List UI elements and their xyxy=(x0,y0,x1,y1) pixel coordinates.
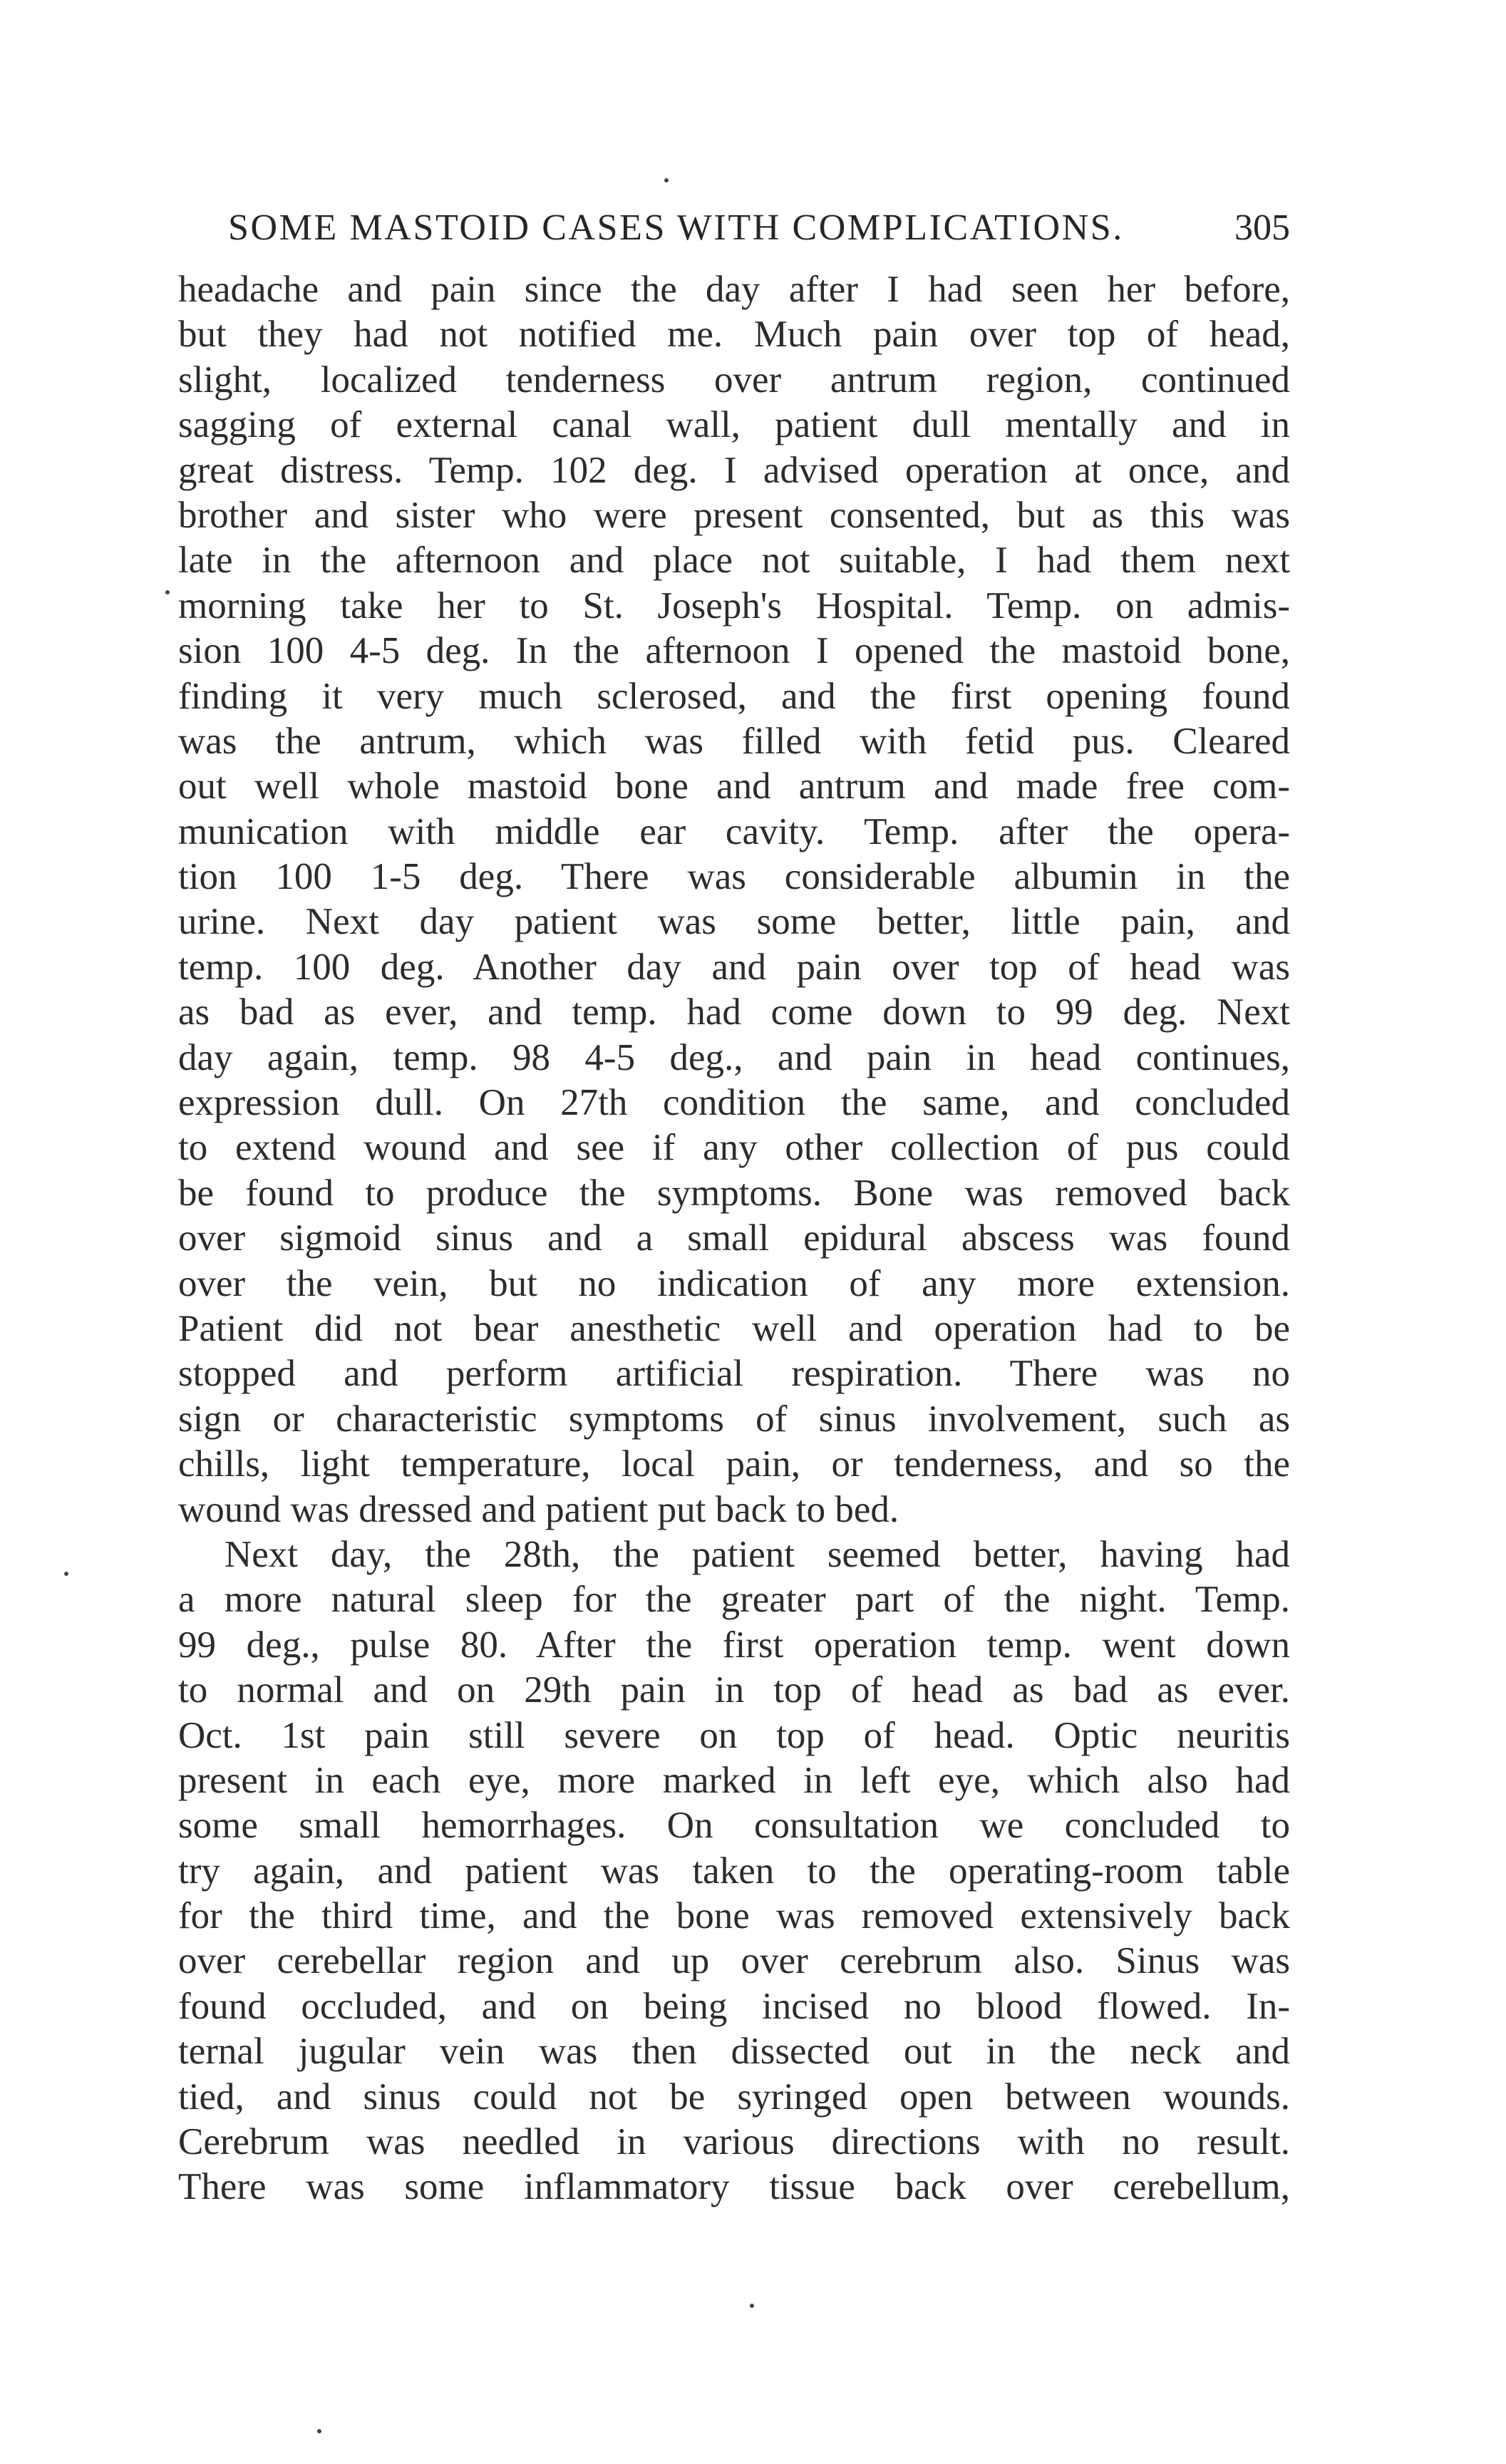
text-line: day again, temp. 98 4-5 deg., and pain in head continues, xyxy=(178,1036,1290,1078)
text-line: wound was dressed and patient put back to bed. xyxy=(178,1488,899,1530)
text-line: chills, light temperature, local pain, or tenderness, and so the xyxy=(178,1443,1290,1485)
text-line: stopped and perform artificial respiration. There was no xyxy=(178,1353,1290,1395)
body-text xyxy=(178,267,1290,2210)
paragraph-2 xyxy=(178,1532,1290,2210)
text-line: over cerebellar region and up over cerebrum also. Sinus was xyxy=(178,1940,1290,1982)
text-line: expression dull. On 27th condition the same, and concluded xyxy=(178,1082,1290,1124)
text-line: Patient did not bear anesthetic well and operation had to be xyxy=(178,1307,1290,1349)
ink-speck xyxy=(317,2429,321,2433)
text-line: temp. 100 deg. Another day and pain over top of head was xyxy=(178,946,1290,988)
text-line: sagging of external canal wall, patient dull mentally and in xyxy=(178,404,1290,446)
text-line: to normal and on 29th pain in top of head as bad as ever. xyxy=(178,1669,1290,1711)
text-line: Next day, the 28th, the patient seemed better, having had xyxy=(225,1533,1290,1575)
page-number: 305 xyxy=(1234,207,1290,248)
ink-speck xyxy=(664,178,669,182)
text-line: late in the afternoon and place not suitable, I had them next xyxy=(178,540,1290,582)
text-line: Oct. 1st pain still severe on top of head. Optic neuritis xyxy=(178,1714,1290,1756)
text-line: great distress. Temp. 102 deg. I advised operation at once, and xyxy=(178,449,1290,491)
text-line: tion 100 1-5 deg. There was considerable albumin in the xyxy=(178,856,1290,898)
text-line: munication with middle ear cavity. Temp. after the opera- xyxy=(178,810,1290,852)
ink-speck xyxy=(750,2304,754,2308)
text-line: found occluded, and on being incised no blood flowed. In- xyxy=(178,1985,1290,2027)
text-line: headache and pain since the day after I had seen her before, xyxy=(178,269,1290,310)
text-line: but they had not notified me. Much pain over top of head, xyxy=(178,314,1290,356)
paragraph-1 xyxy=(178,267,1290,1532)
text-line: present in each eye, more marked in left eye, which also had xyxy=(178,1759,1290,1801)
text-line: was the antrum, which was filled with fetid pus. Cleared xyxy=(178,720,1290,762)
text-line: ternal jugular vein was then dissected out in the neck and xyxy=(178,2031,1290,2073)
text-line: over sigmoid sinus and a small epidural abscess was found xyxy=(178,1217,1290,1259)
text-line: Cerebrum was needled in various directions with no result. xyxy=(178,2121,1290,2163)
text-line: try again, and patient was taken to the operating-room table xyxy=(178,1850,1290,1892)
text-line: There was some inflammatory tissue back over cerebellum, xyxy=(178,2166,1290,2208)
text-line: out well whole mastoid bone and antrum and made free com- xyxy=(178,766,1290,808)
text-line: brother and sister who were present consented, but as this was xyxy=(178,494,1290,536)
text-line: as bad as ever, and temp. had come down to 99 deg. Next xyxy=(178,991,1290,1033)
text-line: a more natural sleep for the greater part of the night. Temp. xyxy=(178,1579,1290,1621)
text-line: sign or characteristic symptoms of sinus involvement, such as xyxy=(178,1398,1290,1440)
text-line: over the vein, but no indication of any more extension. xyxy=(178,1262,1290,1304)
running-title: SOME MASTOID CASES WITH COMPLICATIONS. xyxy=(228,207,1124,248)
text-line: urine. Next day patient was some better, little pain, and xyxy=(178,901,1290,943)
page-header xyxy=(228,207,1290,257)
ink-speck xyxy=(165,590,170,594)
text-line: sion 100 4-5 deg. In the afternoon I opened the mastoid bone, xyxy=(178,630,1290,672)
text-line: some small hemorrhages. On consultation we concluded to xyxy=(178,1805,1290,1847)
text-line: slight, localized tenderness over antrum region, continued xyxy=(178,359,1290,401)
text-line: for the third time, and the bone was removed extensively back xyxy=(178,1895,1290,1937)
text-line: 99 deg., pulse 80. After the first operation temp. went down xyxy=(178,1624,1290,1666)
text-line: morning take her to St. Joseph's Hospital. Temp. on admis- xyxy=(178,584,1290,627)
text-line: to extend wound and see if any other collection of pus could xyxy=(178,1127,1290,1169)
ink-speck xyxy=(64,1572,68,1576)
text-line: tied, and sinus could not be syringed open between wounds. xyxy=(178,2076,1290,2118)
text-line: be found to produce the symptoms. Bone was removed back xyxy=(178,1172,1290,1214)
text-line: finding it very much sclerosed, and the first opening found xyxy=(178,675,1290,717)
